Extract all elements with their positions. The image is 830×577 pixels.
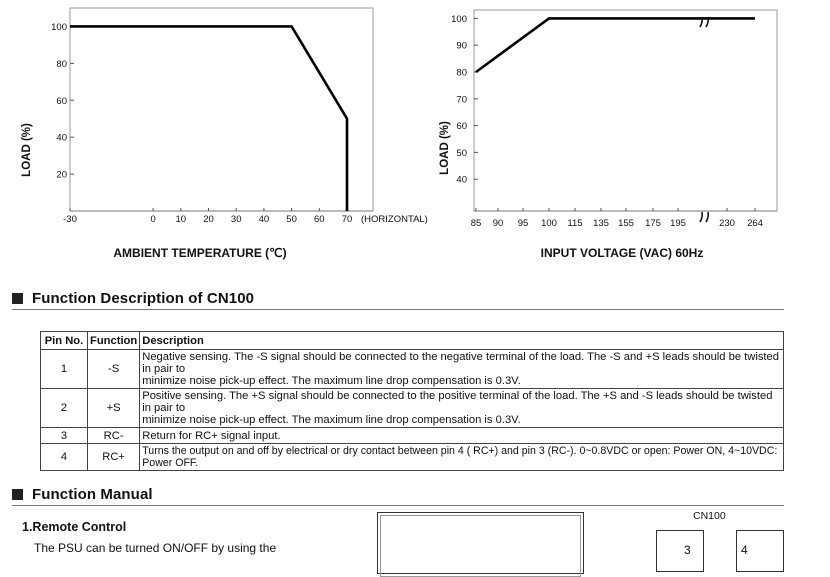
square-bullet-icon xyxy=(12,489,23,500)
y-axis-label: LOAD (%) xyxy=(21,123,33,177)
x-tick-label: 230 xyxy=(719,218,735,229)
x-tick-label: 135 xyxy=(593,218,609,229)
x-tick-label: 50 xyxy=(286,214,297,225)
x-tick-label: 30 xyxy=(230,214,242,225)
pin-number: 3 xyxy=(684,543,691,557)
section-divider xyxy=(12,309,784,310)
header-function: Function xyxy=(88,332,140,350)
derating-line xyxy=(70,26,347,211)
pin-cell: 2 xyxy=(41,389,88,428)
y-tick-label: 50 xyxy=(456,147,467,159)
section-divider xyxy=(12,505,784,506)
x-tick-label: 40 xyxy=(258,214,270,225)
y-tick-label: 60 xyxy=(456,121,467,133)
function-cell: -S xyxy=(88,350,140,389)
x-axis-suffix: (HORIZONTAL) xyxy=(361,214,428,225)
x-tick-label: 85 xyxy=(470,218,482,229)
pin-number: 4 xyxy=(741,543,748,557)
x-tick-label: 195 xyxy=(670,218,686,229)
function-cell: +S xyxy=(88,389,140,428)
y-tick-label: 60 xyxy=(56,95,67,107)
x-axis-label: AMBIENT TEMPERATURE (℃) xyxy=(113,246,287,260)
y-tick-labels xyxy=(51,22,74,181)
square-bullet-icon xyxy=(12,293,23,304)
x-tick-label: 175 xyxy=(645,218,661,229)
description-cell xyxy=(140,389,784,428)
x-tick-label: 155 xyxy=(618,218,634,229)
function-cell: RC+ xyxy=(88,444,140,471)
description-line: Positive sensing. The +S signal should be connected to the positive terminal of the load. The +S and -S leads should be twisted in pair to xyxy=(142,390,773,414)
function-cell: RC- xyxy=(88,428,140,444)
function-description-table xyxy=(40,331,784,471)
pin-cell: 3 xyxy=(41,428,88,444)
table-header-row xyxy=(41,332,784,350)
axis-break-marker xyxy=(700,17,708,222)
pin-cell: 1 xyxy=(41,350,88,389)
y-tick-label: 80 xyxy=(56,58,67,70)
section-heading-function-manual xyxy=(12,484,153,504)
y-tick-label: 20 xyxy=(56,169,67,181)
y-tick-label: 40 xyxy=(456,174,467,186)
table-row xyxy=(41,444,784,471)
table-row xyxy=(41,428,784,444)
x-tick-label: 60 xyxy=(314,214,325,225)
y-tick-label: 100 xyxy=(451,13,467,25)
remote-control-title: 1.Remote Control xyxy=(22,520,127,534)
series-group-2 xyxy=(476,18,755,72)
y-tick-label: 80 xyxy=(456,67,467,79)
table-row xyxy=(41,389,784,428)
description-cell: Turns the output on and off by electrical or dry contact between pin 4 ( RC+) and pin 3 (RC-). 0~0.8VDC or open: Power ON, 4~10VDC: Power OFF. xyxy=(140,444,784,471)
y-axis-label-2: LOAD (%) xyxy=(439,121,451,175)
connector-label: CN100 xyxy=(693,510,726,522)
temperature-derating-chart xyxy=(0,0,830,270)
x-tick-label: 70 xyxy=(341,214,353,225)
x-tick-label: 20 xyxy=(203,214,214,225)
x-tick-label: 264 xyxy=(747,218,763,229)
connector-pin-3 xyxy=(656,530,704,572)
x-tick-label: 100 xyxy=(541,218,557,229)
derating-line xyxy=(476,18,755,72)
section-heading-function-description xyxy=(12,288,254,308)
description-line: minimize noise pick-up effect. The maximum line drop compensation is 0.3V. xyxy=(142,375,521,387)
wiring-diagram-inner xyxy=(380,515,581,577)
x-tick-label: 90 xyxy=(492,218,504,229)
y-tick-label: 100 xyxy=(51,21,67,33)
y-tick-label: 70 xyxy=(456,94,467,106)
pin-cell: 4 xyxy=(41,444,88,471)
x-tick-label: 115 xyxy=(567,218,583,229)
series-group xyxy=(70,26,347,211)
header-description: Description xyxy=(140,332,784,350)
section-title: Function Manual xyxy=(32,485,153,503)
y-tick-label: 90 xyxy=(456,40,467,52)
table-row xyxy=(41,350,784,389)
section-title: Function Description of CN100 xyxy=(32,289,255,307)
description-cell xyxy=(140,350,784,389)
x-tick-label: 95 xyxy=(517,218,529,229)
header-pin-no: Pin No. xyxy=(41,332,88,350)
remote-control-text: The PSU can be turned ON/OFF by using the xyxy=(34,541,277,555)
x-axis-label-2: INPUT VOLTAGE (VAC) 60Hz xyxy=(540,246,704,260)
connector-pin-4 xyxy=(736,530,784,572)
description-line: minimize noise pick-up effect. The maximum line drop compensation is 0.3V. xyxy=(142,414,521,426)
y-tick-label: 40 xyxy=(56,132,67,144)
description-line: Negative sensing. The -S signal should be connected to the negative terminal of the load. The -S and +S leads should be twisted in pair to xyxy=(142,351,779,375)
x-tick-label: 0 xyxy=(150,214,156,225)
chart-frame xyxy=(70,8,373,211)
description-cell: Return for RC+ signal input. xyxy=(140,428,784,444)
x-tick-label: 10 xyxy=(175,214,187,225)
x-tick-label: -30 xyxy=(63,214,77,225)
